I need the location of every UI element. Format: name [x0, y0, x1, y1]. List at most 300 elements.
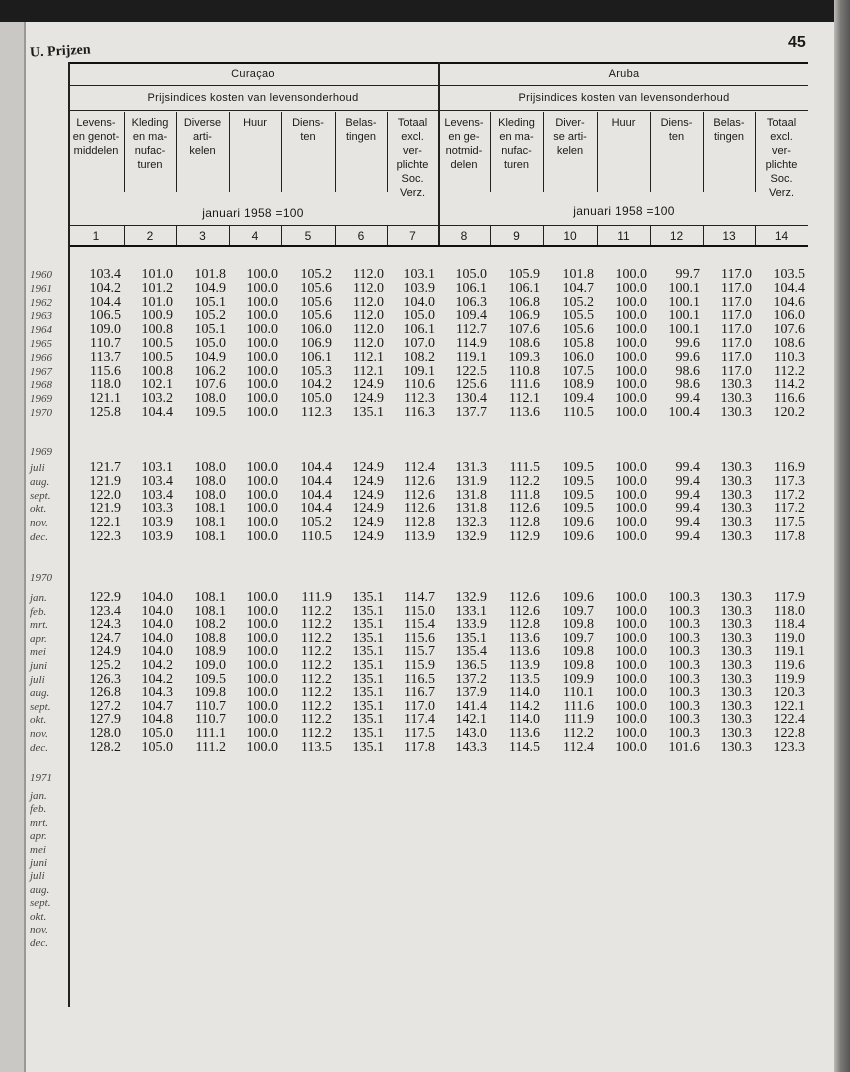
table-cell: 113.7	[90, 349, 121, 365]
table-cell: 100.0	[615, 460, 647, 475]
row-label: feb.	[30, 803, 47, 816]
table-cell: 106.1	[455, 280, 487, 296]
table-cell: 135.1	[352, 671, 384, 687]
table-cell: 112.6	[509, 603, 540, 619]
row-label: mrt.	[30, 619, 49, 632]
table-cell: 143.0	[455, 726, 487, 741]
table-cell: 122.4	[773, 712, 805, 728]
table-cell: 99.4	[675, 501, 700, 517]
table-cell: 105.9	[508, 267, 540, 282]
table-cell: 109.6	[562, 515, 594, 531]
table-cell: 100.0	[246, 460, 278, 475]
table-cell: 112.9	[509, 529, 540, 544]
table-cell: 106.1	[403, 322, 435, 338]
table-cell: 109.9	[562, 671, 594, 687]
table-cell: 100.0	[246, 603, 278, 619]
table-cell: 104.2	[141, 671, 173, 687]
table-cell: 114.7	[404, 590, 435, 605]
table-cell: 123.4	[89, 603, 121, 619]
table-cell: 142.1	[455, 712, 487, 728]
row-label: dec.	[30, 531, 49, 543]
aruba-subtitle: Prijsindices kosten van levensonderhoud	[518, 92, 730, 104]
table-cell: 105.0	[141, 726, 173, 741]
table-cell: 112.8	[509, 617, 540, 633]
table-cell: 108.1	[194, 529, 226, 544]
table-cell: 111.6	[509, 377, 540, 393]
table-cell: 122.3	[89, 529, 121, 544]
table-cell: 109.5	[194, 405, 226, 420]
table-cell: 112.6	[509, 590, 540, 605]
table-cell: 105.0	[300, 391, 332, 407]
table-cell: 124.9	[352, 501, 384, 517]
table-cell: 110.6	[404, 377, 435, 393]
table-cell: 100.1	[668, 280, 700, 296]
table-cell: 132.9	[455, 529, 487, 544]
table-cell: 100.0	[615, 363, 647, 379]
table-cell: 108.1	[194, 590, 226, 605]
table-cell: 117.0	[721, 363, 752, 379]
table-cell: 100.0	[615, 529, 647, 544]
table-cell: 115.0	[404, 603, 435, 619]
table-cell: 130.3	[720, 685, 752, 701]
table-cell: 100.5	[141, 336, 173, 351]
table-cell: 125.8	[89, 405, 121, 420]
row-label: 1961	[30, 282, 52, 295]
table-cell: 119.1	[774, 644, 805, 660]
table-cell: 100.0	[615, 377, 647, 393]
table-cell: 100.3	[668, 698, 700, 714]
header-bottom-rule	[68, 245, 808, 247]
table-cell: 117.0	[721, 267, 752, 282]
table-cell: 108.6	[508, 336, 540, 351]
table-cell: 100.3	[668, 685, 700, 701]
table-cell: 99.4	[675, 391, 700, 407]
column-header: Totaal excl. ver- plichte Soc. Verz.	[765, 117, 798, 199]
table-cell: 112.0	[353, 322, 384, 338]
table-cell: 112.3	[301, 405, 332, 420]
table-cell: 135.1	[352, 603, 384, 619]
table-cell: 117.2	[774, 487, 805, 503]
table-cell: 112.6	[404, 487, 435, 503]
table-cell: 100.0	[246, 308, 278, 324]
table-cell: 111.9	[563, 712, 594, 728]
row-label: aug.	[30, 687, 50, 700]
table-cell: 100.0	[615, 671, 647, 687]
table-cell: 137.9	[455, 685, 487, 701]
table-cell: 124.9	[352, 391, 384, 407]
table-cell: 105.3	[300, 363, 332, 379]
column-number: 11	[617, 229, 630, 243]
table-cell: 100.0	[615, 391, 647, 407]
table-cell: 116.9	[774, 460, 805, 475]
table-cell: 135.4	[455, 644, 487, 660]
row-label: juni	[30, 857, 48, 869]
column-header: Diens- ten	[660, 117, 693, 143]
table-cell: 135.1	[352, 726, 384, 741]
table-cell: 109.4	[455, 308, 487, 324]
table-cell: 126.3	[89, 671, 121, 687]
table-cell: 130.3	[720, 501, 752, 517]
period-label: 1969	[30, 446, 52, 458]
column-number: 1	[92, 229, 100, 243]
table-cell: 106.2	[194, 363, 226, 379]
curacao-heading: Curaçao	[231, 68, 275, 80]
table-cell: 112.0	[353, 336, 384, 351]
table-cell: 111.1	[195, 726, 226, 741]
table-cell: 117.0	[721, 294, 752, 310]
table-cell: 104.7	[562, 280, 594, 296]
table-cell: 130.3	[720, 617, 752, 633]
table-cell: 100.0	[615, 603, 647, 619]
column-rule	[543, 225, 544, 245]
table-cell: 110.3	[774, 349, 805, 365]
table-cell: 103.4	[89, 267, 121, 282]
table-cell: 112.2	[301, 671, 332, 687]
table-cell: 128.0	[89, 726, 121, 741]
table-cell: 117.0	[404, 698, 435, 714]
table-cell: 109.8	[562, 644, 594, 660]
table-cell: 106.9	[508, 308, 540, 324]
table-cell: 113.6	[509, 644, 540, 660]
table-cell: 121.1	[89, 391, 121, 407]
column-header: Kleding en ma- nufac- turen	[498, 117, 535, 171]
table-cell: 101.8	[194, 267, 226, 282]
table-cell: 104.4	[300, 501, 332, 517]
table-cell: 104.0	[141, 603, 173, 619]
table-cell: 116.5	[404, 671, 435, 687]
table-cell: 104.7	[141, 698, 173, 714]
table-cell: 100.5	[141, 349, 173, 365]
table-cell: 100.0	[615, 501, 647, 517]
table-cell: 110.7	[195, 712, 226, 728]
table-cell: 101.6	[668, 739, 700, 755]
table-cell: 100.3	[668, 726, 700, 741]
column-header: Diverse arti- kelen	[183, 117, 222, 157]
table-cell: 131.3	[455, 460, 487, 475]
table-cell: 100.0	[246, 349, 278, 365]
table-cell: 100.0	[615, 322, 647, 338]
table-cell: 100.3	[668, 671, 700, 687]
table-cell: 99.4	[675, 515, 700, 531]
table-cell: 114.5	[509, 739, 540, 755]
table-cell: 121.9	[89, 501, 121, 517]
table-cell: 112.0	[353, 294, 384, 310]
table-cell: 109.8	[562, 617, 594, 633]
table-cell: 105.8	[562, 336, 594, 351]
table-cell: 124.7	[89, 630, 121, 646]
table-cell: 112.2	[301, 630, 332, 646]
row-label: dec.	[30, 741, 49, 754]
table-cell: 99.4	[675, 487, 700, 503]
table-cell: 103.9	[403, 280, 435, 296]
table-cell: 112.7	[456, 322, 487, 338]
table-cell: 120.2	[773, 405, 805, 420]
column-rule	[755, 225, 756, 245]
column-rule	[650, 225, 651, 245]
table-cell: 122.5	[455, 363, 487, 379]
column-rule	[229, 225, 230, 245]
table-cell: 100.0	[246, 267, 278, 282]
table-cell: 100.4	[668, 405, 700, 420]
table-cell: 124.3	[89, 617, 121, 633]
table-cell: 130.3	[720, 726, 752, 741]
column-rule	[703, 112, 704, 192]
table-cell: 112.2	[509, 473, 540, 489]
table-cell: 109.7	[562, 603, 594, 619]
table-cell: 100.3	[668, 630, 700, 646]
table-cell: 100.0	[615, 308, 647, 324]
table-cell: 130.3	[720, 712, 752, 728]
table-cell: 100.0	[615, 280, 647, 296]
row-label: feb.	[30, 605, 47, 618]
row-label: 1967	[30, 365, 52, 378]
row-label: mrt.	[30, 816, 49, 829]
table-cell: 130.3	[720, 739, 752, 755]
column-rule	[490, 225, 491, 245]
table-cell: 108.9	[194, 644, 226, 660]
table-cell: 115.7	[404, 644, 435, 660]
table-cell: 112.2	[563, 726, 594, 741]
table-cell: 100.0	[615, 698, 647, 714]
table-cell: 117.3	[774, 473, 805, 489]
table-cell: 100.1	[668, 308, 700, 324]
column-number: 3	[199, 229, 206, 243]
table-cell: 112.4	[404, 460, 435, 475]
book-binding	[834, 0, 850, 1072]
table-cell: 100.0	[615, 349, 647, 365]
row-label: 1962	[30, 296, 52, 309]
table-cell: 100.3	[668, 617, 700, 633]
table-cell: 123.3	[773, 739, 805, 755]
table-cell: 104.4	[773, 280, 805, 296]
table-cell: 100.0	[246, 617, 278, 633]
table-cell: 114.0	[509, 685, 540, 701]
table-cell: 104.4	[300, 460, 332, 475]
column-rule	[703, 225, 704, 245]
table-cell: 130.3	[720, 698, 752, 714]
table-cell: 100.8	[141, 363, 173, 379]
table-cell: 109.4	[562, 391, 594, 407]
table-cell: 125.2	[89, 658, 121, 673]
table-cell: 115.9	[404, 658, 435, 673]
table-cell: 117.8	[404, 739, 435, 755]
table-cell: 103.4	[141, 487, 173, 503]
table-cell: 106.3	[455, 294, 487, 310]
table-cell: 109.7	[562, 630, 594, 646]
row-label: nov.	[30, 924, 48, 936]
table-cell: 119.0	[774, 630, 805, 646]
table-cell: 117.5	[404, 726, 435, 741]
table-cell: 106.0	[773, 308, 805, 324]
table-cell: 124.9	[352, 515, 384, 531]
table-cell: 130.3	[720, 671, 752, 687]
table-cell: 112.2	[301, 617, 332, 633]
row-label: dec.	[30, 937, 49, 950]
column-header: Levens- en genot- middelen	[72, 117, 120, 157]
column-header: Belas- tingen	[345, 117, 377, 143]
table-cell: 106.0	[562, 349, 594, 365]
table-cell: 112.2	[301, 698, 332, 714]
table-cell: 113.6	[509, 630, 540, 646]
column-header: Diens- ten	[292, 117, 324, 143]
table-cell: 100.0	[246, 685, 278, 701]
table-cell: 98.6	[675, 363, 700, 379]
column-number: 2	[146, 229, 154, 243]
column-header: Diver- se arti- kelen	[553, 117, 587, 157]
table-cell: 117.0	[721, 336, 752, 351]
table-cell: 111.2	[195, 739, 226, 755]
column-rule	[281, 112, 282, 192]
table-cell: 135.1	[352, 685, 384, 701]
row-label: apr.	[30, 830, 47, 843]
table-cell: 115.6	[404, 630, 435, 646]
table-cell: 101.0	[141, 294, 173, 310]
table-cell: 100.0	[615, 726, 647, 741]
table-cell: 99.4	[675, 529, 700, 544]
table-cell: 106.9	[300, 336, 332, 351]
table-cell: 100.0	[246, 698, 278, 714]
table-cell: 118.0	[90, 377, 121, 393]
table-cell: 100.0	[246, 322, 278, 338]
table-cell: 105.6	[300, 294, 332, 310]
table-cell: 110.1	[563, 685, 594, 701]
column-rule	[597, 112, 598, 192]
table-cell: 104.4	[300, 487, 332, 503]
table-cell: 118.4	[774, 617, 805, 633]
table-cell: 100.0	[615, 473, 647, 489]
table-cell: 130.3	[720, 460, 752, 475]
table-cell: 130.3	[720, 473, 752, 489]
table-cell: 100.0	[615, 739, 647, 755]
table-cell: 105.1	[194, 294, 226, 310]
table-cell: 104.9	[194, 280, 226, 296]
row-label: sept.	[30, 700, 51, 713]
row-label: okt.	[30, 503, 47, 516]
table-cell: 104.0	[141, 617, 173, 633]
row-label: 1960	[30, 269, 52, 281]
table-cell: 112.4	[563, 739, 594, 755]
table-cell: 100.1	[668, 294, 700, 310]
table-cell: 99.6	[675, 349, 700, 365]
table-cell: 109.5	[562, 473, 594, 489]
table-cell: 112.2	[301, 603, 332, 619]
curacao-subtitle: Prijsindices kosten van levensonderhoud	[147, 92, 359, 104]
table-cell: 108.1	[194, 603, 226, 619]
table-cell: 112.2	[301, 726, 332, 741]
table-cell: 121.7	[89, 460, 121, 475]
table-cell: 100.0	[246, 529, 278, 544]
table-cell: 114.2	[509, 698, 540, 714]
table-cell: 117.0	[721, 308, 752, 324]
table-cell: 106.8	[508, 294, 540, 310]
row-label: aug.	[30, 475, 50, 488]
column-number: 5	[304, 229, 312, 243]
table-cell: 122.8	[773, 726, 805, 741]
table-cell: 132.9	[455, 590, 487, 605]
column-rule	[650, 112, 651, 192]
table-cell: 106.0	[300, 322, 332, 338]
table-cell: 112.1	[353, 363, 384, 379]
table-cell: 119.6	[774, 658, 805, 673]
table-cell: 111.6	[563, 698, 594, 714]
column-rule	[229, 112, 230, 192]
column-number: 4	[251, 229, 259, 243]
table-cell: 105.0	[403, 308, 435, 324]
row-label: 1970	[30, 407, 52, 419]
table-cell: 122.1	[773, 698, 805, 714]
table-cell: 114.0	[509, 712, 540, 728]
column-number: 7	[409, 229, 416, 243]
table-cell: 100.0	[246, 712, 278, 728]
table-cell: 120.3	[773, 685, 805, 701]
column-rule	[755, 112, 756, 192]
table-cell: 100.0	[246, 501, 278, 517]
table-cell: 112.2	[774, 363, 805, 379]
row-label: 1968	[30, 379, 52, 392]
table-cell: 135.1	[352, 658, 384, 673]
table-cell: 100.0	[246, 515, 278, 531]
table-cell: 122.9	[89, 590, 121, 605]
table-cell: 100.1	[668, 322, 700, 338]
row-label: nov.	[30, 517, 48, 530]
table-cell: 130.3	[720, 630, 752, 646]
table-cell: 112.8	[509, 515, 540, 531]
table-cell: 104.8	[141, 712, 173, 728]
row-label: nov.	[30, 728, 48, 740]
table-cell: 117.0	[721, 349, 752, 365]
table-cell: 108.0	[194, 460, 226, 475]
table-cell: 104.3	[141, 685, 173, 701]
facing-page-edge	[0, 22, 26, 1072]
table-cell: 109.5	[194, 671, 226, 687]
table-cell: 104.6	[773, 294, 805, 310]
row-label: apr.	[30, 632, 47, 645]
table-cell: 125.6	[455, 377, 487, 393]
row-label: sept.	[30, 897, 51, 910]
period-label: 1970	[30, 572, 52, 584]
table-cell: 113.6	[509, 405, 540, 420]
table-cell: 130.3	[720, 603, 752, 619]
row-label: juli	[30, 870, 45, 883]
table-cell: 104.4	[141, 405, 173, 420]
table-cell: 127.2	[89, 698, 121, 714]
table-cell: 110.5	[301, 529, 332, 544]
table-cell: 117.0	[721, 280, 752, 296]
table-cell: 100.0	[246, 726, 278, 741]
column-number: 12	[669, 229, 684, 243]
table-cell: 135.1	[352, 644, 384, 660]
table-cell: 103.9	[141, 515, 173, 531]
column-number: 8	[460, 229, 468, 243]
table-cell: 115.4	[404, 617, 435, 633]
table-cell: 107.5	[562, 363, 594, 379]
row-label: 1969	[30, 393, 52, 406]
table-cell: 131.9	[455, 473, 487, 489]
table-cell: 113.5	[509, 671, 540, 687]
table-cell: 118.0	[774, 603, 805, 619]
table-cell: 100.0	[615, 515, 647, 531]
table-cell: 131.8	[455, 487, 487, 503]
table-cell: 106.1	[300, 349, 332, 365]
table-cell: 105.2	[300, 515, 332, 531]
table-cell: 111.5	[509, 460, 540, 475]
row-label: juli	[30, 462, 45, 474]
table-cell: 128.2	[89, 739, 121, 755]
table-cell: 112.1	[509, 391, 540, 407]
table-cell: 100.0	[246, 280, 278, 296]
table-cell: 143.3	[455, 739, 487, 755]
table-cell: 112.2	[301, 644, 332, 660]
